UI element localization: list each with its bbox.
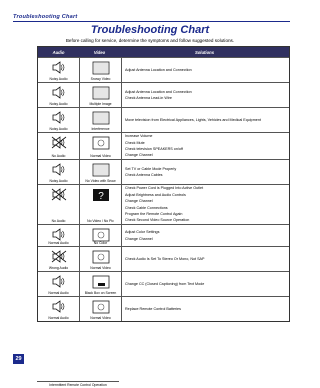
video-label: Black Box on Screen xyxy=(84,291,117,295)
svg-text:?: ? xyxy=(97,191,104,202)
solution-item: Change Channel xyxy=(125,153,153,158)
tv-screen-icon xyxy=(92,250,110,264)
table-row xyxy=(38,57,289,82)
solution-item: Program the Remote Control Again xyxy=(125,211,183,216)
video-cell xyxy=(80,108,122,132)
audio-cell xyxy=(38,133,80,159)
audio-cell xyxy=(38,58,80,82)
solution-item: Adjust Brightness and Audio Controls xyxy=(125,192,186,197)
table-row xyxy=(38,246,289,271)
audio-cell xyxy=(38,272,80,296)
section-header: Troubleshooting Chart xyxy=(13,14,78,20)
tv-screen-icon xyxy=(92,163,110,177)
audio-label: Noisy Audio xyxy=(49,77,68,81)
solutions-cell xyxy=(122,83,289,107)
table-row xyxy=(38,132,289,159)
solutions-cell xyxy=(122,108,289,132)
video-label: No Video with Snow xyxy=(85,179,116,183)
solution-item: Check Cable Connections xyxy=(125,205,168,210)
audio-label: Normal Audio xyxy=(48,316,69,320)
page-title: Troubleshooting Chart xyxy=(90,24,210,36)
solutions-cell xyxy=(122,297,289,321)
video-label: Snowy Video xyxy=(90,77,111,81)
muted-speaker-icon xyxy=(51,250,67,263)
audio-label: No Audio xyxy=(51,219,66,223)
audio-label: No Audio xyxy=(51,154,66,158)
solution-item: Move television from Electrical Appliances, Lights, Vehicles and Medical Equipment xyxy=(125,117,261,122)
audio-cell xyxy=(38,225,80,246)
solutions-cell xyxy=(122,185,289,224)
solutions-cell xyxy=(122,272,289,296)
video-label: Normal Video xyxy=(90,316,111,320)
tv-screen-icon xyxy=(92,61,110,75)
solutions-cell xyxy=(122,58,289,82)
solution-item: Check Antenna Cables xyxy=(125,173,163,177)
solution-item: Check Power Cord is Plugged Into Active Outlet xyxy=(125,186,204,191)
solutions-cell xyxy=(122,225,289,246)
solution-item: Check Antenna Lead-in Wire xyxy=(125,96,172,100)
video-label: No Video / No Pic xyxy=(87,219,114,223)
solution-item: Replace Remote Control Batteries xyxy=(125,306,181,311)
tv-screen-icon xyxy=(92,86,110,100)
table-header xyxy=(38,47,289,57)
tv-screen-icon xyxy=(92,188,110,202)
speaker-icon xyxy=(51,163,67,176)
muted-speaker-icon xyxy=(51,188,67,201)
video-cell xyxy=(80,272,122,296)
video-label: Multiple Image xyxy=(89,102,112,106)
video-cell xyxy=(80,185,122,224)
page-number: 29 xyxy=(13,354,24,364)
solution-item: Check Audio Is Set To Stereo Or Mono, Not SAP xyxy=(125,256,205,261)
solution-item: Adjust Color Settings xyxy=(125,230,160,235)
table-row xyxy=(38,224,289,246)
solutions-cell xyxy=(122,133,289,159)
muted-speaker-icon xyxy=(51,136,67,149)
troubleshooting-table xyxy=(37,46,290,322)
video-cell xyxy=(80,83,122,107)
video-label: No Color xyxy=(93,241,108,245)
header-rule xyxy=(13,21,290,22)
solution-item: Check television SPEAKERS on/off xyxy=(125,147,183,151)
video-cell xyxy=(80,297,122,321)
solution-item: Adjust Antenna Location and Connection xyxy=(125,67,192,72)
solution-item: Change CC (Closed Captioning) from Text Mode xyxy=(125,281,205,286)
tv-screen-icon xyxy=(92,136,110,150)
tv-screen-icon xyxy=(92,300,110,314)
video-label: Interference xyxy=(91,127,110,131)
solution-item: Set TV or Cable Mode Properly xyxy=(125,166,177,171)
table-row xyxy=(38,82,289,107)
speaker-icon xyxy=(51,300,67,313)
audio-label: Noisy Audio xyxy=(49,127,68,131)
tv-screen-icon xyxy=(92,228,110,242)
solution-item: Check Second Video Source Operation xyxy=(125,218,190,223)
speaker-icon xyxy=(51,61,67,74)
audio-label: Noisy Audio xyxy=(49,179,68,183)
video-cell xyxy=(80,225,122,246)
table-row xyxy=(38,271,289,296)
speaker-icon xyxy=(51,86,67,99)
footnote: Intermittent Remote Control Operation xyxy=(37,381,119,388)
audio-cell xyxy=(38,185,80,224)
audio-label: Normal Audio xyxy=(48,291,69,295)
table-row xyxy=(38,296,289,321)
speaker-icon xyxy=(51,228,67,241)
video-cell xyxy=(80,160,122,184)
audio-label: Noisy Audio xyxy=(49,102,68,106)
speaker-icon xyxy=(51,275,67,288)
column-header-video: Video xyxy=(93,49,106,55)
column-header-audio: Audio xyxy=(52,49,65,55)
column-header-solutions: Solutions xyxy=(194,49,215,55)
audio-cell xyxy=(38,247,80,271)
video-label: Normal Video xyxy=(90,266,111,270)
audio-label: Wrong Audio xyxy=(48,266,69,270)
video-label: Normal Video xyxy=(90,154,111,158)
video-cell xyxy=(80,247,122,271)
solutions-cell xyxy=(122,247,289,271)
solution-item: Check Mute xyxy=(125,140,145,145)
solution-item: Change Channel xyxy=(125,236,153,241)
table-row xyxy=(38,184,289,224)
speaker-icon xyxy=(51,111,67,124)
audio-cell xyxy=(38,297,80,321)
solution-item: Increase Volume xyxy=(125,134,153,139)
video-cell xyxy=(80,58,122,82)
audio-cell xyxy=(38,108,80,132)
page-subtitle: Before calling for service, determine the symptoms and follow suggested solutions. xyxy=(65,38,235,43)
solution-item: Change Channel xyxy=(125,199,153,204)
table-row xyxy=(38,107,289,132)
table-row xyxy=(38,159,289,184)
video-cell xyxy=(80,133,122,159)
audio-cell xyxy=(38,83,80,107)
solution-item: Adjust Antenna Location and Connection xyxy=(125,89,192,94)
tv-screen-icon xyxy=(92,111,110,125)
tv-screen-icon xyxy=(92,275,110,289)
audio-cell xyxy=(38,160,80,184)
solutions-cell xyxy=(122,160,289,184)
audio-label: Normal Audio xyxy=(48,241,69,245)
